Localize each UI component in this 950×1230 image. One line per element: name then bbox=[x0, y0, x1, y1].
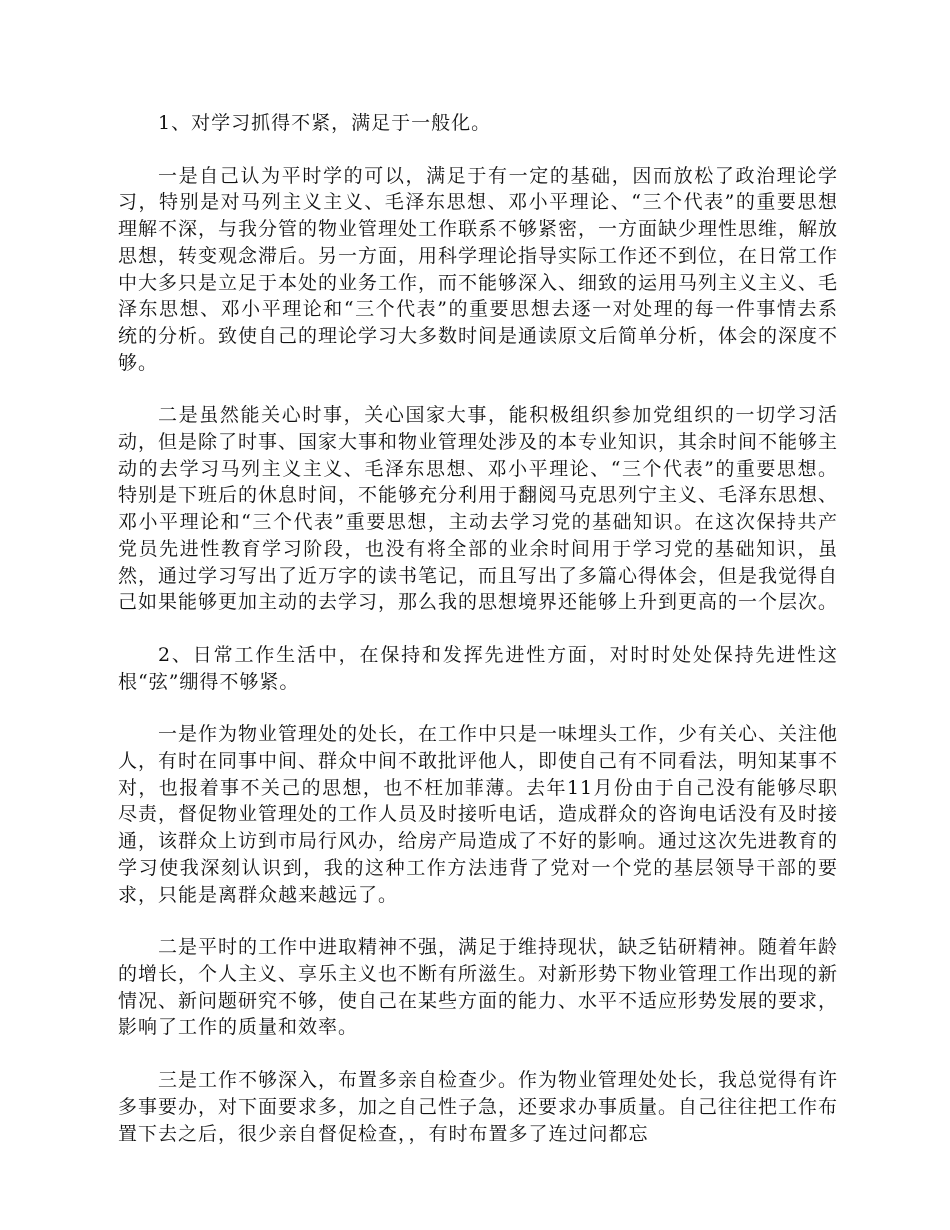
paragraph-2: 一是自己认为平时学的可以，满足于有一定的基础，因而放松了政治理论学习，特别是对马列主义主义、毛泽东思想、邓小平理论、“三个代表”的重要思想理解不深，与我分管的物业管理处工作联系不够紧密，一方面缺少理性思维，解放思想，转变观念滞后。另一方面，用科学理论指导实际工作还不到位，在日常工作中大多只是立足于本处的业务工作，而不能够深入、细致的运用马列主义主义、毛泽东思想、邓小平理论和“三个代表”的重要思想去逐一对处理的每一件事情去系统的分析。致使自己的理论学习大多数时间是通读原文后简单分析，体会的深度不够。 bbox=[118, 164, 839, 374]
paragraph-3: 二是虽然能关心时事，关心国家大事，能积极组织参加党组织的一切学习活动，但是除了时事、国家大事和物业管理处涉及的本专业知识，其余时间不能够主动的去学习马列主义主义、毛泽东思想、邓小平理论、“三个代表”的重要思想。特别是下班后的休息时间，不能够充分利用于翻阅马克思列宁主义、毛泽东思想、邓小平理论和“三个代表”重要思想，主动去学习党的基础知识。在这次保持共产党员先进性教育学习阶段，也没有将全部的业余时间用于学习党的基础知识，虽然，通过学习写出了近万字的读书笔记，而且写出了多篇心得体会，但是我觉得自己如果能够更加主动的去学习，那么我的思想境界还能够上升到更高的一个层次。 bbox=[118, 404, 839, 614]
document-body bbox=[118, 110, 838, 1173]
paragraph-7: 三是工作不够深入，布置多亲自检查少。作为物业管理处处长，我总觉得有许多事要办，对下面要求多，加之自己性子急，还要求办事质量。自己往往把工作布置下去之后，很少亲自督促检查，，有时布置多了连过问都忘 bbox=[118, 1069, 839, 1145]
paragraph-5: 一是作为物业管理处的处长，在工作中只是一味埋头工作，少有关心、关注他人，有时在同事中间、群众中间不敢批评他人，即使自己有不同看法，明知某事不对，也报着事不关己的思想，也不枉加菲薄。去年11月份由于自己没有能够尽职尽责，督促物业管理处的工作人员及时接听电话，造成群众的咨询电话没有及时接通，该群众上访到市局行风办，给房产局造成了不好的影响。通过这次先进教育的学习使我深刻认识到，我的这种工作方法违背了党对一个党的基层领导干部的要求，只能是离群众越来越远了。 bbox=[118, 723, 839, 906]
paragraph-4: 2、日常工作生活中，在保持和发挥先进性方面，对时时处处保持先进性这根“弦”绷得不够紧。 bbox=[118, 643, 838, 693]
paragraph-6: 二是平时的工作中进取精神不强，满足于维持现状，缺乏钻研精神。随着年龄的增长，个人主义、享乐主义也不断有所滋生。对新形势下物业管理工作出现的新情况、新问题研究不够，使自己在某些方面的能力、水平不适应形势发展的要求，影响了工作的质量和效率。 bbox=[118, 936, 839, 1039]
paragraph-1: 1、对学习抓得不紧，满足于一般化。 bbox=[158, 112, 492, 134]
